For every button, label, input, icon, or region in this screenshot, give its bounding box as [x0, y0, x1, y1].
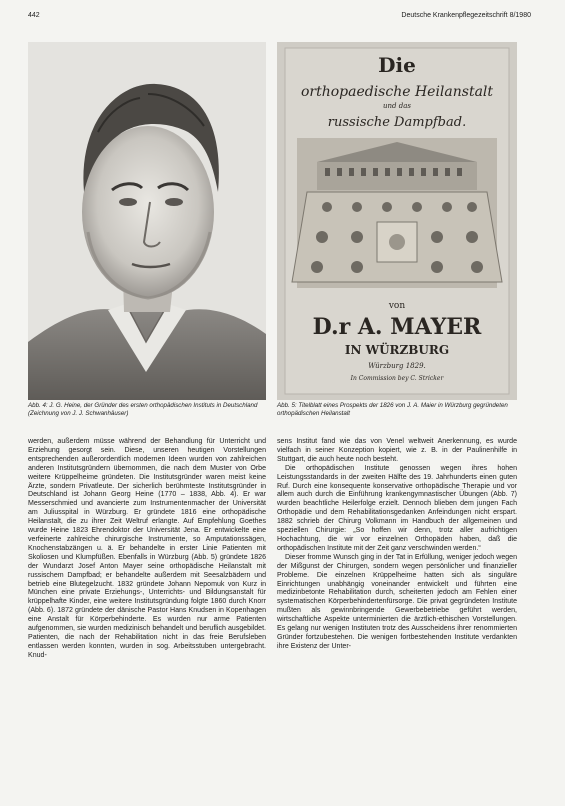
institute-engraving: [292, 138, 502, 288]
poster-line-commission: In Commission bey C. Stricker: [350, 375, 444, 382]
poster-line-dampfbad: russische Dampfbad.: [327, 115, 467, 130]
page-header-left: 442: [28, 12, 40, 19]
poster-line-von: von: [388, 301, 406, 311]
right-paragraph: Die orthopädischen Institute genossen wegen ihres hohen Leistungsstandards in der zweiten Hälfte des 19. Jahrhunderts einen guten Ruf. Durch eine konsequente konservative orthopädische Therapie und vor allem auch durch die Einführung krankengymnastischer Übungen (Abb. 7) wurden beachtliche Heilerfolge erzielt. Dennoch blieben dem jungen Fach Orthopädie und dem Rehabilitationsgedanken Anfeindungen nicht erspart. 1882 schrieb der Chirurg Volkmann im Handbuch der allgemeinen und speziellen Chirurgie: „So hoffen wir denn, trotz aller aufrichtigen Hochachtung, die wir vor einzelnen Orthopäden haben, daß die orthopädischen Institute mit der Zeit ganz verschwinden werden.“: [277, 464, 517, 552]
right-paragraph: sens Institut fand wie das von Venel weltweit Anerkennung, es wurde vielfach in seiner Konzeption kopiert, wie z. B. in der Paulinenhilfe in Stuttgart, die auch heute noch besteht.: [277, 438, 517, 463]
poster-line-die: Die: [378, 53, 416, 77]
poster-line-heilanstalt: orthopaedische Heilanstalt: [300, 84, 494, 100]
poster-line-city: IN WÜRZBURG: [344, 343, 450, 357]
poster-line-year: Würzburg 1829.: [368, 362, 426, 370]
figure-4-caption: Abb. 4: J. G. Heine, der Gründer des ersten orthopädischen Instituts in Deutschland (Zeichnung von J. J. Schwanhäuser): [28, 402, 258, 417]
left-text-column: [28, 438, 266, 661]
brochure-figure: [277, 42, 517, 400]
right-text-column: [277, 438, 517, 652]
right-paragraph: Dieser fromme Wunsch ging in der Tat in Erfüllung, weniger jedoch wegen der Mißgunst der Chirurgen, sondern wegen persönlicher und finanzieller Probleme. Die einzelnen Krüppelheime hatten sich als singuläre Einrichtungen unabhängig voneinander entwickelt und führten eine medizinbetonte Rehabilitation durch, scheiterten jedoch am Fehlen einer systematischen Körperbehindertenfürsorge. Die privat gegründeten Institute mußten als gewinnbringende Gewerbebetriebe geführt werden, wirtschaftliche Aspekte unterminierten die ärztlich-ethischen Vorstellungen. Es gelang nur wenigen Instituten trotz des Ausscheidens ihrer renommierten Gründer fortzubestehen. Die wenigen fortbestehenden Institute verdankten ihre Existenz der Unter-: [277, 553, 517, 650]
page-header-right: Deutsche Krankenpflegezeitschrift 8/1980: [401, 12, 531, 19]
portrait-figure: [28, 42, 266, 400]
brochure-title-page: [277, 42, 517, 400]
portrait-drawing: [28, 42, 266, 400]
figure-5-caption: Abb. 5: Titelblatt eines Prospekts der 1826 von J. A. Maier in Würzburg gegründeten orthopädischen Heilanstalt: [277, 402, 508, 417]
poster-line-author: D.r A. MAYER: [312, 314, 482, 340]
left-paragraph: werden, außerdem müsse während der Behandlung für Unterricht und Erziehung gesorgt sein. Diese, unseren heutigen Vorstellungen entsprechenden außerordentlich modernen Ideen wurden von zahlreichen anderen Institutsgründern übernommen, die nach dem Muster von Orbe weitere Krüppelheime gründeten. Die Institutsgründer waren meist keine Ärzte, sondern Privatleute. Der sicherlich berühmteste Institutsgründer in Deutschland ist Johann Georg Heine (1770 – 1838, Abb. 4). Er war Messerschmied und avancierte zum Instrumentenmacher der Universität am Juliusspital in Würzburg. Er gründete 1816 eine orthopädische Heilanstalt, die zu ihrer Zeit Weltruf erlangte. Auf Empfehlung Goethes wurde Heine 1823 Ehrendoktor der Universität Jena. Er entwickelte eine verfeinerte zahlreiche chirurgische Instrumente, so Amputationssägen, Knochenstabzängen u. ä. Er behandelte in erster Linie Patienten mit Skoliosen und Klumpfüßen. Ebenfalls in Würzburg (Abb. 5) gründete 1826 der Wundarzt Josef Anton Mayer seine orthopädische Heilanstalt mit russischem Dampfbad; er behandelte außerdem mit Seesalzbädern und betrieb eine Blutegelzucht. 1832 gründete Johann Nepomuk von Kurz in München eine private Erziehungs-, Unterrichts- und Bildungsanstalt für krüppelhafte Kinder, eine weitere Institutsgründung folgte 1860 durch Knorr (Abb. 6). 1872 gründete der dänische Pastor Hans Knudsen in Kopenhagen eine Anstalt für Körperbehinderte. Es wurden nur arme Patienten aufgenommen, sie wurden medizinisch behandelt und beruflich ausgebildet. Patienten, die nach der Rehabilitation nicht in das freie Berufsleben entlassen werden konnten, wurden in sog. Arbeitsstuben untergebracht. Knud-: [28, 438, 266, 659]
poster-line-unddas: und das: [383, 102, 411, 110]
